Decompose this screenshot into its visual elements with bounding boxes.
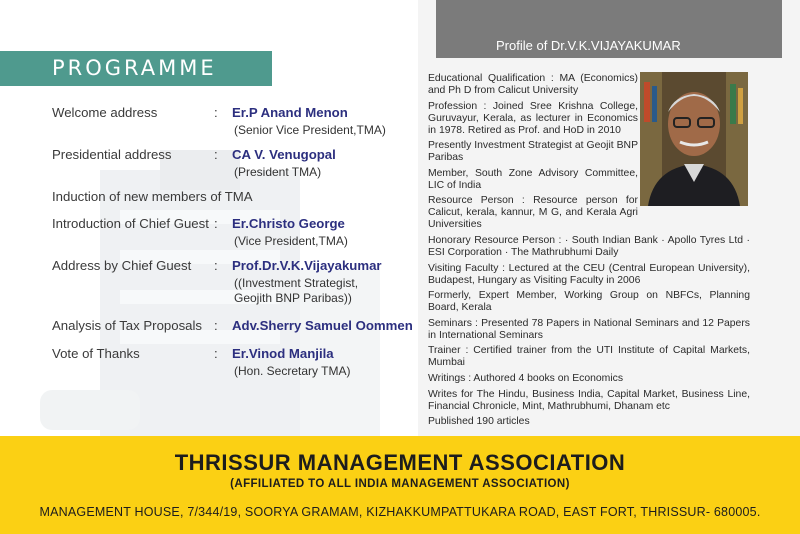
speaker-name: Er.P Anand Menon: [232, 105, 348, 120]
profile-paragraph: Formerly, Expert Member, Working Group on NBFCs, Planning Board, Kerala: [428, 290, 750, 314]
profile-paragraph: Presently Investment Strategist at Geojit BNP Paribas: [428, 140, 638, 164]
programme-panel: [0, 0, 418, 436]
row-colon: :: [214, 147, 218, 162]
profile-paragraph: Trainer : Certified trainer from the UTI Institute of Capital Markets, Mumbai: [428, 345, 750, 369]
affiliation-line: (AFFILIATED TO ALL INDIA MANAGEMENT ASSOCIATION): [230, 478, 570, 490]
profile-details: [428, 73, 750, 432]
speaker-name: Er.Vinod Manjila: [232, 346, 334, 361]
programme-heading: PROGRAMME: [52, 56, 217, 80]
profile-title: Profile of Dr.V.K.VIJAYAKUMAR: [496, 38, 681, 53]
programme-heading-band: [0, 51, 272, 86]
speaker-name: Prof.Dr.V.K.Vijayakumar: [232, 258, 382, 273]
profile-paragraph: Member, South Zone Advisory Committee, LIC of India: [428, 167, 638, 191]
profile-paragraph: Resource Person : Resource person for Calicut, kerala, kannur, M G, and Kerala Agri Universities: [428, 195, 638, 231]
speaker-role: (Senior Vice President,TMA): [234, 123, 386, 137]
row-label: Presidential address: [52, 147, 172, 162]
row-colon: :: [214, 318, 218, 333]
profile-paragraph: Educational Qualification : MA (Economics) and Ph D from Calicut University: [428, 73, 638, 96]
row-colon: :: [214, 105, 218, 120]
row-label: Analysis of Tax Proposals: [52, 318, 203, 333]
profile-paragraph: Seminars : Presented 78 Papers in National Seminars and 12 Papers in International Seminars: [428, 317, 750, 341]
row-label: Welcome address: [52, 105, 158, 120]
speaker-name: Adv.Sherry Samuel Oommen: [232, 318, 413, 333]
profile-panel: [418, 0, 800, 436]
speaker-role: (Vice President,TMA): [234, 234, 348, 248]
profile-paragraph: Honorary Resource Person : · South Indian Bank · Apollo Tyres Ltd · ESI Corporation · The Mathrubhumi Daily: [428, 234, 750, 258]
row-colon: :: [214, 216, 218, 231]
profile-header: [436, 0, 782, 58]
speaker-name: CA V. Venugopal: [232, 147, 336, 162]
row-colon: :: [214, 258, 218, 273]
profile-paragraph: Visiting Faculty : Lectured at the CEU (Central European University), Budapest, Hungary as Visiting Faculty in 2006: [428, 262, 750, 286]
speaker-role: (President TMA): [234, 165, 322, 179]
profile-paragraph: Published 190 articles: [428, 416, 530, 428]
speaker-role-line-1: ((Investment Strategist,: [234, 276, 359, 290]
speaker-role: (Hon. Secretary TMA): [234, 364, 351, 378]
row-label: Address by Chief Guest: [52, 258, 192, 273]
profile-paragraph: Writings : Authored 4 books on Economics: [428, 372, 624, 384]
profile-paragraph: Profession : Joined Sree Krishna College, Guruvayur, Kerala, as lecturer in Economics in 1978. Retired as Prof. and HoD in 2010: [428, 100, 638, 136]
address-line: MANAGEMENT HOUSE, 7/344/19, SOORYA GRAMAM, KIZHAKKUMPATTUKARA ROAD, EAST FORT, THRISSUR- 680005.: [39, 505, 761, 519]
speaker-role-line-2: Geojith BNP Paribas)): [234, 291, 352, 305]
row-label: Induction of new members of TMA: [52, 189, 253, 204]
row-colon: :: [214, 346, 218, 361]
row-label: Introduction of Chief Guest: [52, 216, 209, 231]
profile-paragraph: Writes for The Hindu, Business India, Capital Market, Business Line, Financial Chronicle, Mint, Mathrubhumi, Dhanam etc: [428, 388, 750, 412]
speaker-name: Er.Christo George: [232, 216, 345, 231]
association-footer: [0, 436, 800, 534]
row-label: Vote of Thanks: [52, 346, 140, 361]
association-name: THRISSUR MANAGEMENT ASSOCIATION: [174, 450, 626, 475]
